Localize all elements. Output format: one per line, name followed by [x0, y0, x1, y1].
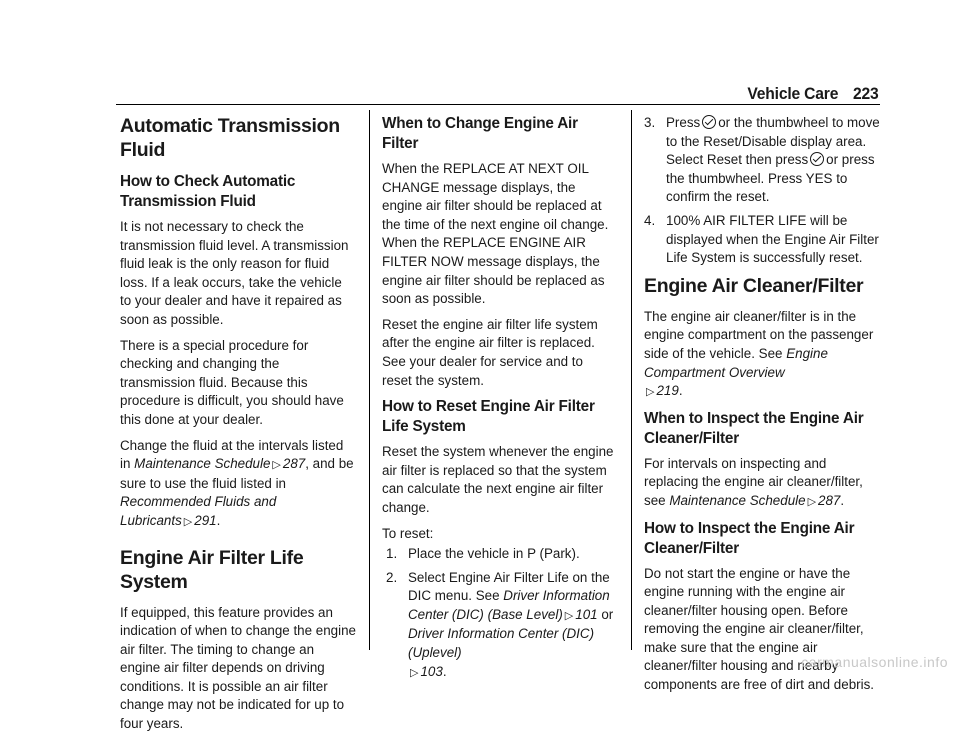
heading-when-to-change-filter: When to Change Engine Air Filter	[382, 115, 578, 152]
page-reference[interactable]: 103	[420, 663, 443, 679]
page-reference[interactable]: 291	[194, 512, 217, 528]
reference-arrow-icon: ▷	[807, 495, 817, 508]
list-item	[382, 569, 616, 683]
step-number: 3.	[644, 115, 656, 130]
list-item	[644, 212, 880, 268]
column-divider-2	[631, 110, 632, 650]
paragraph: Reset the engine air filter life system after the engine air filter is replaced. See your dealer for service and to reset the system.	[382, 316, 598, 388]
step-number: 4.	[644, 212, 656, 228]
cross-reference[interactable]: Driver Information Center (DIC) (Uplevel)	[408, 626, 595, 661]
cross-reference[interactable]: Driver Information Center (DIC) (Base Level)	[408, 588, 610, 622]
heading-engine-air-cleaner-filter: Engine Air Cleaner/Filter	[644, 274, 864, 297]
paragraph: Change the fluid at the intervals listed in Maintenance Schedule ▷ 287, and be sure to use the fluid listed in Recommended Fluids and Lubricants ▷ 291.	[120, 437, 354, 528]
step-text: 100% AIR FILTER LIFE will be displayed when the Engine Air Filter Life System is successfully reset.	[666, 212, 879, 266]
page-number: 223	[852, 84, 878, 103]
paragraph: If equipped, this feature provides an indication of when to change the engine air filter. The timing to change an engine air filter depends on driving conditions. It is possible an air filter change may not be indicated for up to four years.	[120, 604, 357, 732]
paragraph: It is not necessary to check the transmission fluid level. A transmission fluid leak is the only reason for fluid loss. If a leak occurs, take the vehicle to your dealer and have it repaired as soon as possible.	[120, 219, 349, 327]
step-number: 1.	[386, 546, 398, 562]
reference-arrow-icon: ▷	[564, 609, 574, 622]
heading-how-to-inspect: How to Inspect the Engine Air Cleaner/Filter	[644, 519, 855, 557]
cross-reference[interactable]: Recommended Fluids and Lubricants	[120, 494, 277, 528]
step-number: 2.	[386, 569, 398, 585]
paragraph: Do not start the engine or have the engine running with the engine air cleaner/filter housing open. Before removing the engine air cleaner/filter, make sure that the engine air cleaner/filter housing and nearby components are free of dirt and debris.	[644, 565, 875, 693]
column-2	[382, 108, 616, 688]
paragraph: To reset:	[382, 525, 434, 541]
column-divider-1	[369, 110, 370, 650]
reset-steps	[382, 545, 616, 682]
paragraph: When the REPLACE AT NEXT OIL CHANGE message displays, the engine air filter should be replaced at the time of the next engine oil change. When the REPLACE ENGINE AIR FILTER NOW message displays, the engine air filter should be replaced as soon as possible.	[382, 161, 609, 307]
cross-reference[interactable]: Maintenance Schedule	[669, 492, 806, 508]
reference-arrow-icon: ▷	[410, 666, 419, 679]
step-text: Press or the thumbwheel to move to the Reset/Disable display area. Select Reset then press or press the thumbwheel. Press YES to confirm the reset.	[666, 115, 880, 205]
page-reference[interactable]: 101	[575, 606, 598, 622]
page-header	[747, 84, 878, 104]
cross-reference[interactable]: Engine Compartment Overview	[644, 345, 828, 380]
paragraph: There is a special procedure for checking and changing the transmission fluid. Because this procedure is difficult, you should have this done at your dealer.	[120, 337, 344, 427]
page-reference[interactable]: 219	[656, 383, 679, 399]
paragraph: The engine air cleaner/filter is in the engine compartment on the passenger side of the vehicle. See Engine Compartment Overview ▷ 219.	[644, 308, 874, 399]
list-item	[382, 545, 616, 564]
watermark: carmanualsonline.info	[801, 654, 948, 670]
paragraph: For intervals on inspecting and replacing the engine air cleaner/filter, see Maintenance Schedule ▷ 287.	[644, 455, 863, 508]
section-title: Vehicle Care	[746, 84, 838, 103]
checkmark-circle-icon	[810, 152, 824, 166]
header-rule	[116, 104, 880, 105]
page-reference[interactable]: 287	[282, 456, 306, 472]
heading-engine-air-filter-life-system: Engine Air Filter Life System	[120, 546, 304, 593]
reference-arrow-icon: ▷	[183, 515, 193, 528]
step-text: Place the vehicle in P (Park).	[408, 546, 580, 562]
step-text: Select Engine Air Filter Life on the DIC menu. See Driver Information Center (DIC) (Base Level) ▷ 101 or Driver Information Center (DIC) (Uplevel) ▷ 103.	[408, 569, 614, 679]
heading-when-to-inspect: When to Inspect the Engine Air Cleaner/Filter	[644, 409, 864, 447]
reference-arrow-icon: ▷	[646, 386, 655, 399]
heading-automatic-transmission-fluid: Automatic Transmission Fluid	[120, 115, 340, 161]
heading-check-transmission-fluid: How to Check Automatic Transmission Fluid	[120, 173, 296, 210]
page-reference[interactable]: 287	[818, 492, 841, 508]
list-item	[644, 114, 880, 207]
checkmark-circle-icon	[702, 115, 716, 129]
column-1	[120, 108, 356, 741]
heading-how-to-reset: How to Reset Engine Air Filter Life System	[382, 398, 595, 436]
reset-steps-continued	[644, 114, 880, 268]
column-3	[644, 108, 880, 702]
reference-arrow-icon: ▷	[272, 459, 281, 472]
paragraph: Reset the system whenever the engine air filter is replaced so that the system can calculate the next engine air filter change.	[382, 444, 614, 515]
cross-reference[interactable]: Maintenance Schedule	[134, 456, 271, 472]
